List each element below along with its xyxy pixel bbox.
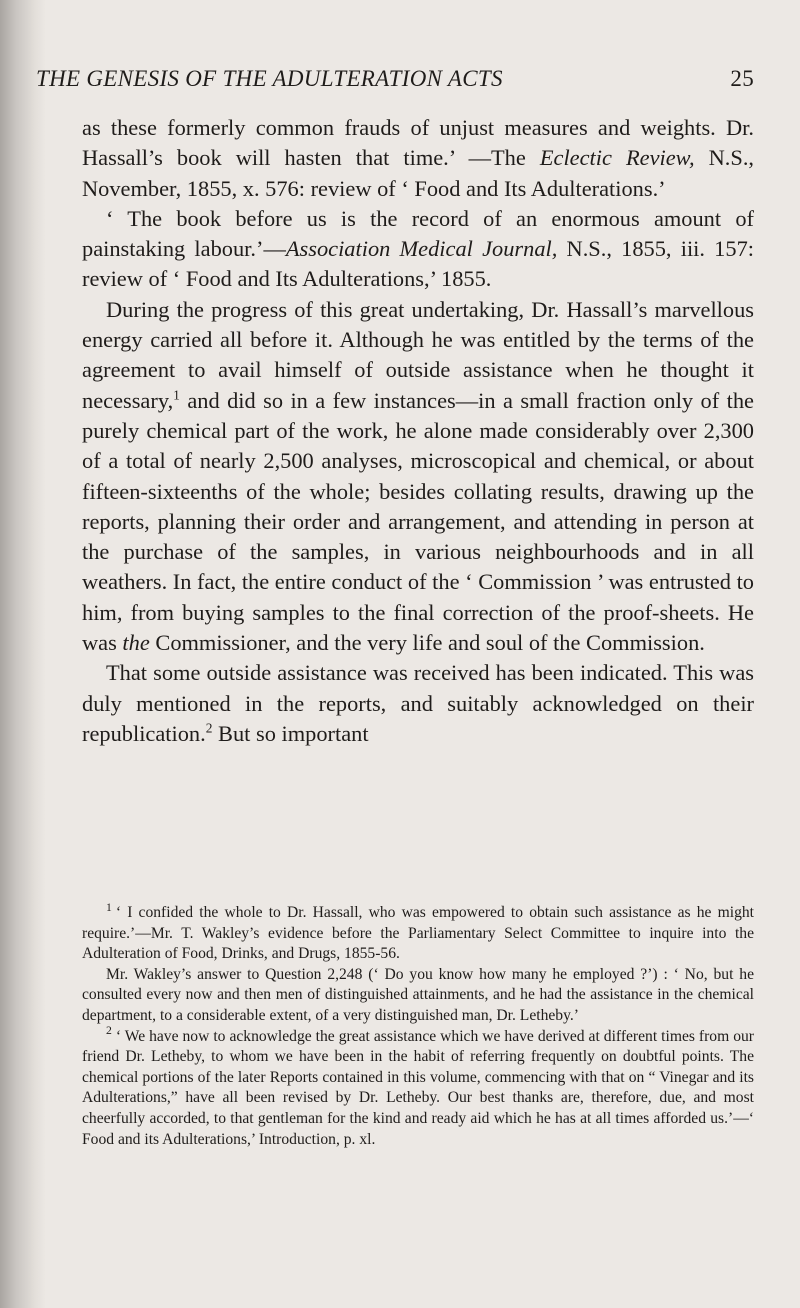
quote-paragraph-1 [82,113,754,204]
italic-run: Eclectic Review, [539,145,695,171]
footnote-text: ‘ I confided the whole to Dr. Hassall, who was empowered to obtain such assistance as he might require.’—Mr. T. Wakley’s evidence before the Parliamentary Select Committee to inquire into the Adulteration of Food, Drinks, and Drugs, 1855-56. [82,904,754,963]
footnote-2 [82,1024,754,1151]
quote-paragraph-2 [82,204,754,295]
text-run: During the progress of this great undertaking, Dr. Hassall’s marvellous energy carried all before it. Although he was entitled by the terms of the agreement to avail himself of outside assistance when he thought it necessary, [82,296,754,413]
text-run: Commissioner, and the very life and soul of the Commission. [149,630,705,656]
text-run: N.S., 1855, iii. 157: review of ‘ Food and Its Adulterations,’ 1855. [82,236,754,292]
page-number: 25 [730,66,754,91]
footnotes [82,900,754,1150]
footnote-ref-2: 2 [205,720,213,736]
footnote-marker: 1 [106,900,112,914]
text-run: as these formerly common frauds of unjust measures and weights. Dr. Hassall’s book will hasten that time.’ —The [82,115,754,171]
text-run: But so important [212,720,369,746]
running-header [36,66,754,92]
text-run: N.S., November, 1855, x. 576: review of ‘ Food and Its Adulterations.’ [82,145,755,201]
text-run: and did so in a few instances—in a small fraction only of the purely chemical part of the work, he alone made considerably over 2,300 of a total of nearly 2,500 analyses, microscopical and chemical, or about fifteen-sixteenths of the whole; besides collating results, drawing up the reports, planning their order and arrangement, and attending in person at the purchase of the samples, in various neighbourhoods and in all weathers. In fact, the entire conduct of the ‘ Commission ’ was entrusted to him, from buying samples to the final correction of the proof-sheets. He was [82,387,754,656]
text-run: That some outside assistance was received has been indicated. This was duly mentioned in the reports, and suitably acknowledged on their republication. [82,660,754,746]
footnote-1 [82,900,754,965]
running-title: THE GENESIS OF THE ADULTERATION ACTS [36,66,503,91]
footnote-marker: 2 [106,1024,112,1038]
footnote-ref-1: 1 [173,387,180,403]
body-paragraph-2 [82,658,754,749]
footnote-1-continued [82,965,754,1027]
body-paragraph-1 [82,295,754,659]
footnote-text: Mr. Wakley’s answer to Question 2,248 (‘ Do you know how many he employed ?’) : ‘ No, but he consulted every now and then men of distinguished attainments, and he had the assistance in the chemical department, to a considerable extent, of a very distinguished man, Dr. Letheby.’ [82,965,754,1024]
italic-run: Association Medical Journal, [285,236,558,262]
text-run: ‘ The book before us is the record of an enormous amount of painstaking labour.’— [82,205,754,262]
body-text [82,113,754,749]
footnote-text: ‘ We have now to acknowledge the great assistance which we have derived at different times from our friend Dr. Letheby, to whom we have been in the habit of referring frequently on doubtful points. The chemical portions of the later Reports contained in this volume, commencing with that on “ Vinegar and its Adulterations,” have all been revised by Dr. Letheby. Our best thanks are, therefore, due, and most cheerfully accorded, to that gentleman for the kind and ready aid which he has at all times afforded us.’—‘ Food and its Adulterations,’ Introduction, p. xl. [82,1027,754,1148]
italic-run: the [122,630,150,656]
